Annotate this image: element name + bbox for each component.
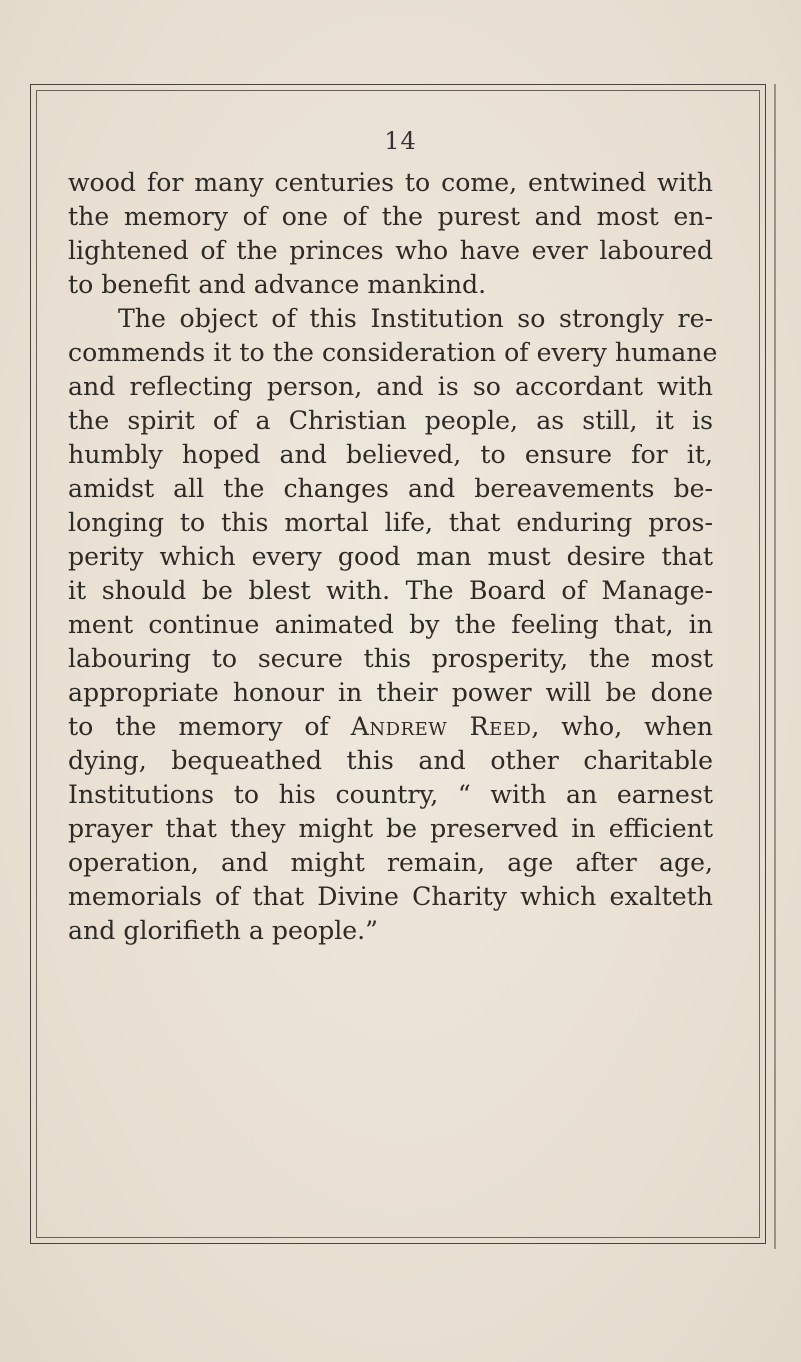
paragraph-start-line: The object of this Institution so strongly re- <box>118 304 713 333</box>
text-line: it should be blest with. The Board of Manage- <box>68 576 713 605</box>
body-text <box>68 166 718 948</box>
text-line: and glorifieth a people.” <box>68 916 379 945</box>
text-line: and reflecting person, and is so accordant with <box>68 372 713 401</box>
text-line: ment continue animated by the feeling that, in <box>68 610 713 639</box>
text-line: commends it to the consideration of every humane <box>68 338 718 367</box>
text-line: appropriate honour in their power will be done <box>68 678 713 707</box>
text-line: humbly hoped and believed, to ensure for it, <box>68 440 713 469</box>
person-name: Andrew Reed <box>350 712 532 741</box>
text-fragment: to the memory of <box>68 712 351 741</box>
text-line: wood for many centuries to come, entwined with <box>68 168 713 197</box>
text-line: dying, bequeathed this and other charitable <box>68 746 713 775</box>
text-line: amidst all the changes and bereavements be- <box>68 474 713 503</box>
text-line: operation, and might remain, age after age, <box>68 848 713 877</box>
text-line: lightened of the princes who have ever laboured <box>68 236 713 265</box>
text-line: the memory of one of the purest and most en- <box>68 202 713 231</box>
page-edge-shadow <box>774 84 776 1249</box>
text-line: to benefit and advance mankind. <box>68 270 487 299</box>
text-line: Institutions to his country, “ with an earnest <box>68 780 713 809</box>
text-line: labouring to secure this prosperity, the most <box>68 644 713 673</box>
page-number: 14 <box>384 127 417 155</box>
text-line-with-name <box>68 710 713 744</box>
text-line: perity which every good man must desire that <box>68 542 713 571</box>
text-line: memorials of that Divine Charity which exalteth <box>68 882 713 911</box>
text-line: longing to this mortal life, that enduring pros- <box>68 508 713 537</box>
text-line: the spirit of a Christian people, as still, it is <box>68 406 713 435</box>
text-fragment: , who, when <box>531 712 713 741</box>
text-line: prayer that they might be preserved in efficient <box>68 814 713 843</box>
